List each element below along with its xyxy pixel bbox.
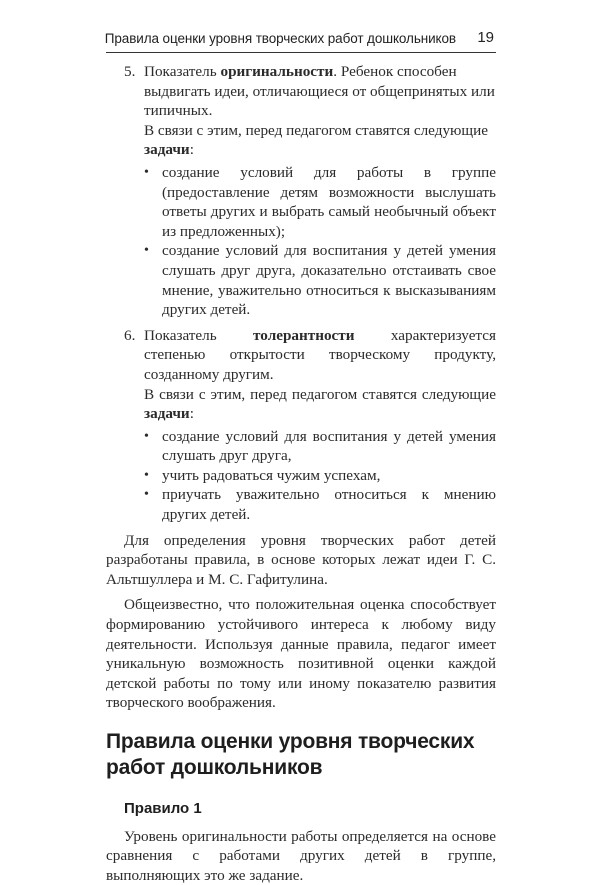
text-run: . Ребенок способен выдвигать идеи, отличающиеся от общепринятых или типичных.	[144, 63, 495, 120]
text-run: Показатель	[144, 63, 221, 80]
body-paragraph: Общеизвестно, что положительная оценка способствует формированию устойчивого интереса к любому виду деятельности. Используя данные правила, педагог имеет уникальную возможность позитивной оценки каждой детской работы по тому или иному показателю развития творческого воображения.	[106, 596, 496, 712]
running-header	[106, 28, 496, 53]
item-number: 5.	[124, 63, 136, 80]
bullet-dot-icon: •	[144, 428, 149, 444]
numbered-item-5	[106, 62, 496, 160]
list-item	[144, 485, 496, 524]
bullet-text: создание условий для воспитания у детей умения слушать друг друга,	[162, 427, 496, 465]
text-run: В связи с этим, перед педагогом ставятся следующие	[144, 385, 496, 403]
text-run: характеризуется степенью открытости творческому продукту, созданному другим.	[144, 326, 496, 383]
text-run: :	[189, 141, 194, 159]
bold-term: толерантности	[253, 326, 355, 344]
bold-term: задачи	[144, 405, 190, 423]
bullet-dot-icon: •	[144, 467, 149, 483]
tasks-intro	[144, 385, 496, 424]
bullet-list	[106, 427, 496, 525]
running-header-title: Правила оценки уровня творческих работ дошкольников	[104, 31, 456, 46]
rule-paragraph: Уровень оригинальности работы определяется на основе сравнения с работами других детей в группе, выполняющих это же задание.	[106, 827, 496, 884]
bullet-dot-icon: •	[144, 243, 149, 259]
page-number: 19	[477, 29, 494, 46]
item-text	[144, 62, 496, 121]
bullet-text: создание условий для работы в группе (предоставление детям возможности выслушать ответы других и выбрать самый необычный объект из предложенных);	[162, 163, 496, 240]
bullet-dot-icon: •	[144, 487, 149, 503]
bullet-list	[106, 163, 496, 320]
item-text	[144, 326, 496, 385]
bold-term: оригинальности	[220, 63, 334, 80]
page-content	[106, 62, 496, 885]
list-item	[144, 427, 496, 466]
list-item	[144, 466, 496, 486]
bold-term: задачи	[144, 141, 190, 159]
list-item	[144, 163, 496, 241]
list-item	[144, 241, 496, 319]
item-number: 6.	[124, 326, 136, 344]
section-heading: Правила оценки уровня творческих работ дошкольников	[106, 730, 475, 779]
text-run: :	[189, 405, 194, 423]
text-run: В связи с этим, перед педагогом ставятся следующие	[144, 121, 488, 139]
bullet-text: создание условий для воспитания у детей умения слушать друг друга, доказательно отстаивать свое мнение, уважительно относиться к высказываниям других детей.	[162, 242, 496, 319]
body-paragraph: Для определения уровня творческих работ детей разработаны правила, в основе которых лежат идеи Г. С. Альтшуллера и М. С. Гафитулина.	[106, 531, 496, 588]
tasks-intro	[144, 121, 496, 160]
rule-heading: Правило 1	[124, 800, 202, 817]
text-run: Показатель	[144, 326, 254, 344]
numbered-item-6	[106, 326, 496, 424]
bullet-dot-icon: •	[144, 164, 149, 180]
bullet-text: учить радоваться чужим успехам,	[162, 466, 381, 484]
bullet-text: приучать уважительно относиться к мнению других детей.	[162, 486, 496, 524]
